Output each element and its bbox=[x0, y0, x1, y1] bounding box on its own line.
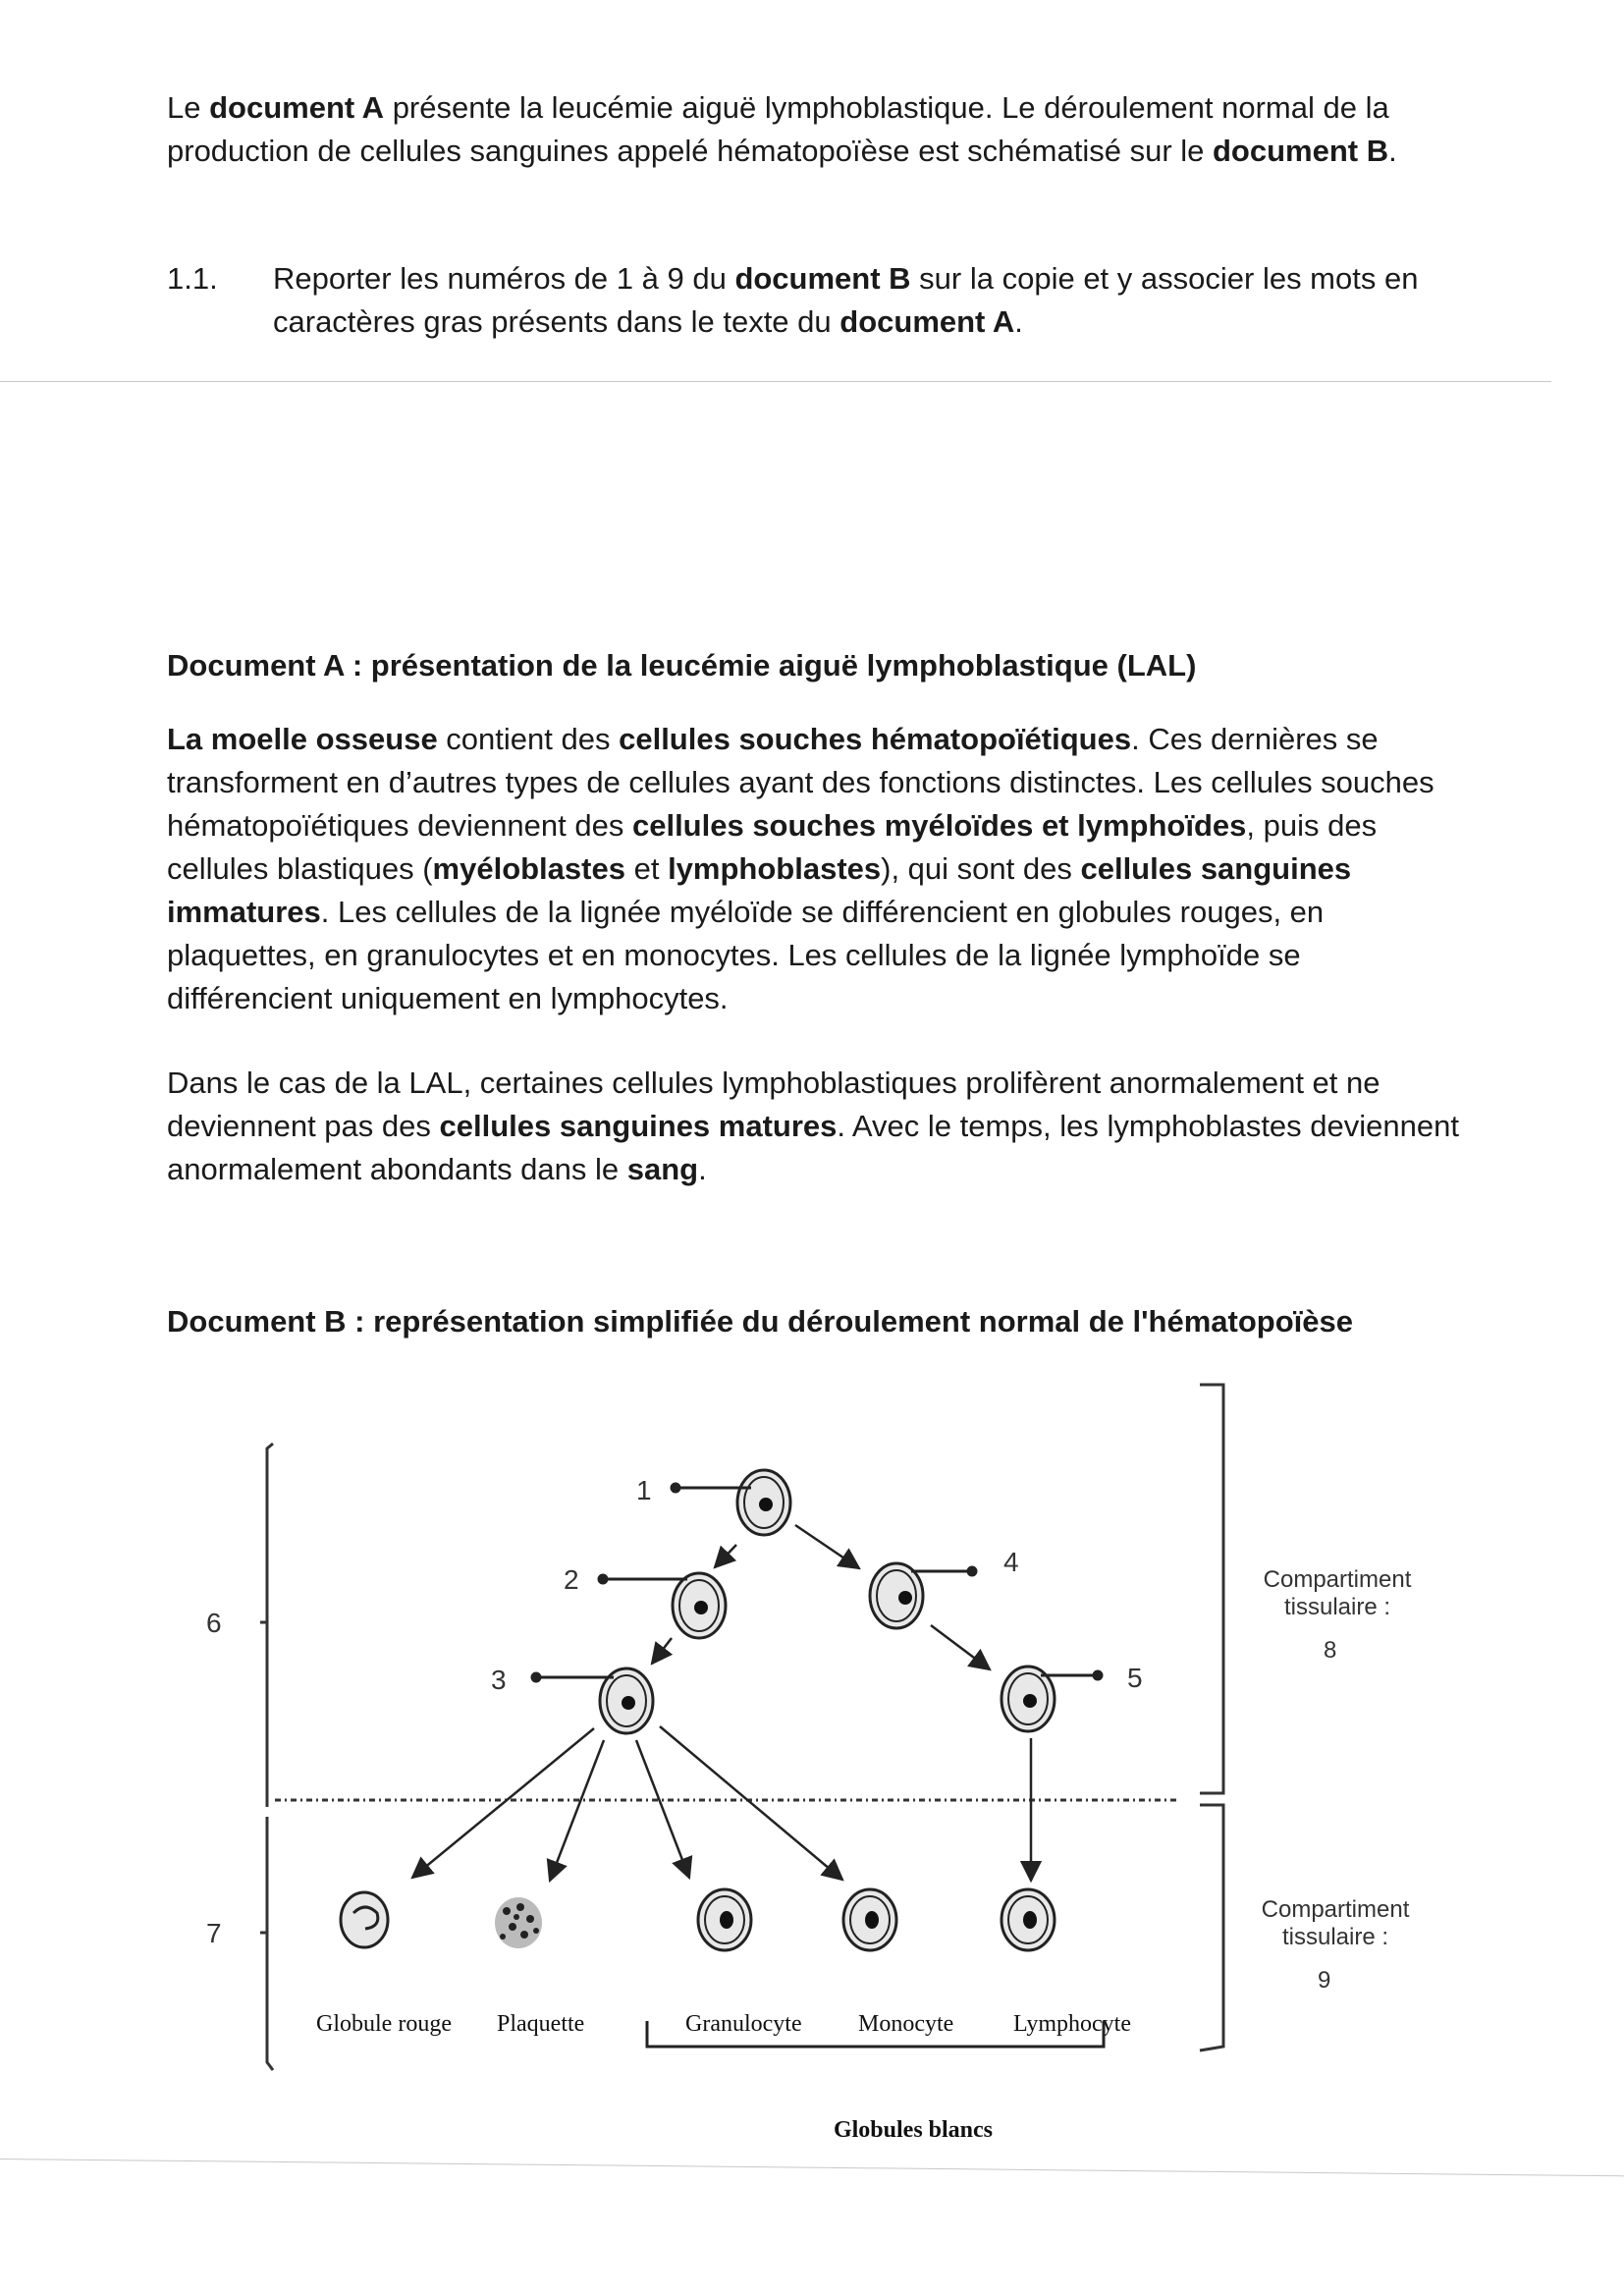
hematopoiesis-diagram bbox=[0, 1355, 1624, 2239]
label-monocyte: Monocyte bbox=[858, 2011, 954, 2037]
compartment-top-l2: tissulaire : bbox=[1283, 1594, 1391, 1620]
doc-a-title: Document A : présentation de la leucémie aiguë lymphoblastique (LAL) bbox=[167, 648, 1197, 683]
platelet bbox=[495, 1897, 542, 1948]
label-globule-rouge: Globule rouge bbox=[316, 2011, 452, 2037]
pointer-lines bbox=[532, 1484, 1102, 1681]
bold-term: document A bbox=[839, 304, 1015, 339]
monocyte bbox=[843, 1889, 896, 1950]
doc-b-title: Document B : représentation simplifiée du déroulement normal de l'hématopoïèse bbox=[167, 1304, 1353, 1339]
label-4: 4 bbox=[1003, 1547, 1019, 1577]
page-divider bbox=[0, 381, 1551, 382]
label-1: 1 bbox=[636, 1475, 652, 1505]
label-5: 5 bbox=[1127, 1663, 1143, 1693]
bold-term: document B bbox=[734, 261, 911, 296]
intro-paragraph: Le document A présente la leucémie aiguë lymphoblastique. Le déroulement normal de la production de cellules sanguines appelé hématopoïèse est schématisé sur le document B. bbox=[167, 90, 1397, 168]
label-3: 3 bbox=[491, 1665, 507, 1695]
cell-4 bbox=[870, 1563, 923, 1628]
compartment-top-l1: Compartiment bbox=[1263, 1566, 1412, 1593]
cell-1 bbox=[737, 1470, 790, 1535]
cell-2 bbox=[673, 1573, 726, 1638]
right-bracket bbox=[1200, 1385, 1223, 2050]
compartment-bottom-l1: Compartiment bbox=[1261, 1896, 1410, 1923]
label-2: 2 bbox=[564, 1564, 579, 1595]
label-lymphocyte: Lymphocyte bbox=[1013, 2011, 1131, 2037]
compartment-top-number: 8 bbox=[1324, 1637, 1337, 1664]
label-6: 6 bbox=[206, 1608, 222, 1638]
bold-term: document B bbox=[1213, 134, 1389, 168]
doc-a-paragraph-1: La moelle osseuse contient des cellules souches hématopoïétiques. Ces dernières se transforment en d’autres types de cellules ayant des fonctions distinctes. Les cellules souches hématopoïétiques deviennent des cellules souches myéloïdes et lymphoïdes, puis des cellules blastiques (myéloblastes et lymphoblastes), qui sont des cellules sanguines immatures. Les cellules de la lignée myéloïde se différencient en globules rouges, en plaquettes, en granulocytes et en monocytes. Les cellules de la lignée lymphoïde se différencient uniquement en lymphocytes. bbox=[167, 722, 1435, 1015]
red-blood-cell bbox=[341, 1892, 388, 1947]
granulocyte bbox=[698, 1889, 751, 1950]
doc-a-paragraph-2: Dans le cas de la LAL, certaines cellules lymphoblastiques prolifèrent anormalement et ne deviennent pas des cellules sanguines matures. Avec le temps, les lymphoblastes deviennent anormalement abondants dans le sang. bbox=[167, 1066, 1459, 1186]
label-granulocyte: Granulocyte bbox=[685, 2011, 802, 2037]
lymphocyte bbox=[1001, 1889, 1055, 1950]
lineage-arrows bbox=[412, 1525, 1031, 1881]
bold-term: document A bbox=[209, 90, 385, 125]
question-number: 1.1. bbox=[167, 261, 218, 296]
compartment-bottom-number: 9 bbox=[1318, 1967, 1331, 1994]
question-text: Reporter les numéros de 1 à 9 du document B sur la copie et y associer les mots en caractères gras présents dans le texte du document A. bbox=[273, 261, 1419, 339]
label-plaquette: Plaquette bbox=[497, 2011, 585, 2037]
white-cells-label: Globules blancs bbox=[833, 2117, 994, 2143]
left-bracket bbox=[260, 1444, 273, 2070]
compartment-bottom-l2: tissulaire : bbox=[1281, 1924, 1389, 1950]
label-7: 7 bbox=[206, 1918, 222, 1948]
